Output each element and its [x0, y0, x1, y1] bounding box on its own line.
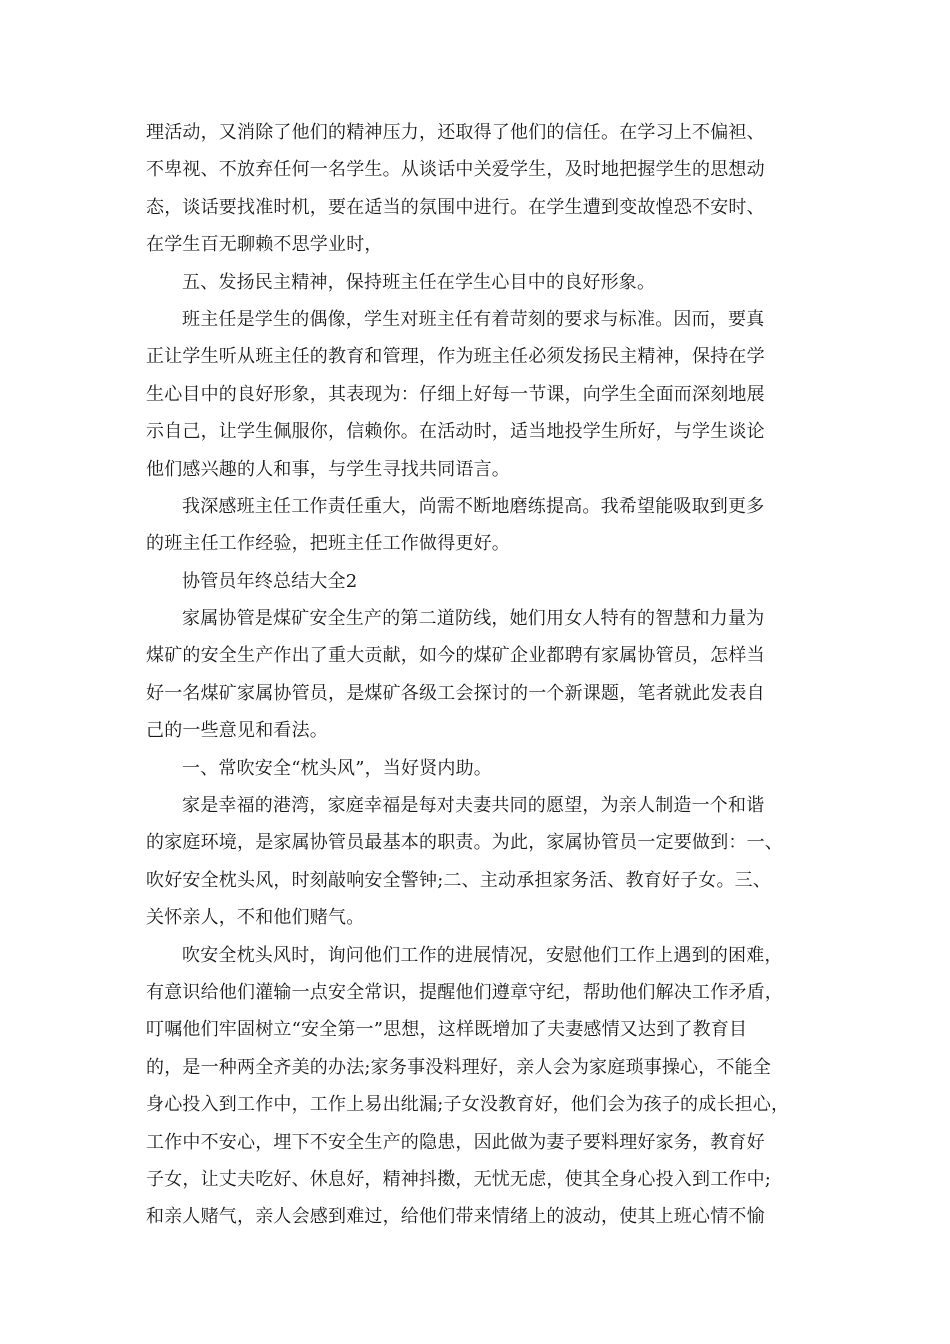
text-line: 家是幸福的港湾，家庭幸福是每对夫妻共同的愿望，为亲人制造一个和谐: [182, 795, 765, 817]
text-line: 正让学生听从班主任的教育和管理，作为班主任必须发扬民主精神，保持在学: [146, 346, 765, 368]
text-line: 示自己，让学生佩服你，信赖你。在活动时，适当地投学生所好，与学生谈论: [146, 421, 765, 443]
text-line: 理活动，又消除了他们的精神压力，还取得了他们的信任。在学习上不偏袒、: [146, 122, 765, 143]
text-line: 五、发扬民主精神，保持班主任在学生心目中的良好形象。: [182, 271, 656, 293]
text-line: 煤矿的安全生产作出了重大贡献，如今的煤矿企业都聘有家属协管员，怎样当: [146, 645, 765, 667]
text-line: 我深感班主任工作责任重大，尚需不断地磨练提高。我希望能吸取到更多: [182, 495, 765, 517]
text-line: 吹安全枕头风时，询问他们工作的进展情况，安慰他们工作上遇到的困难，: [182, 944, 783, 966]
text-line: 家属协管是煤矿安全生产的第二道防线，她们用女人特有的智慧和力量为: [182, 608, 765, 630]
text-line: 生心目中的良好形象，其表现为：仔细上好每一节课，向学生全面而深刻地展: [146, 383, 765, 405]
text-line: 和亲人赌气，亲人会感到难过，给他们带来情绪上的波动，使其上班心情不愉: [146, 1206, 765, 1228]
text-line: 的家庭环境，是家属协管员最基本的职责。为此，家属协管员一定要做到：一、: [146, 832, 783, 854]
text-line: 协管员年终总结大全2: [182, 570, 358, 592]
document-body-text: [146, 114, 806, 1236]
text-line: 他们感兴趣的人和事，与学生寻找共同语言。: [146, 458, 510, 480]
text-line: 的班主任工作经验，把班主任工作做得更好。: [146, 533, 510, 555]
text-line: 关怀亲人，不和他们赌气。: [146, 907, 365, 929]
text-line: 叮嘱他们牢固树立“安全第一”思想，这样既增加了夫妻感情又达到了教育目: [146, 1019, 748, 1041]
text-line: 一、常吹安全“枕头风”，当好贤内助。: [182, 757, 493, 779]
text-line: 己的一些意见和看法。: [146, 720, 328, 742]
text-line: 吹好安全枕头风，时刻敲响安全警钟;二、主动承担家务活、教育好子女。三、: [146, 869, 772, 891]
text-line: 有意识给他们灌输一点安全常识，提醒他们遵章守纪，帮助他们解决工作矛盾，: [146, 981, 783, 1003]
text-line: 子女，让丈夫吃好、休息好，精神抖擞，无忧无虑，使其全身心投入到工作中;: [146, 1168, 772, 1190]
text-line: 在学生百无聊赖不思学业时，: [146, 234, 383, 256]
text-line: 的，是一种两全齐美的办法;家务事没料理好，亲人会为家庭琐事操心，不能全: [146, 1056, 772, 1078]
text-line: 不卑视、不放弃任何一名学生。从谈话中关爱学生，及时地把握学生的思想动: [146, 159, 765, 181]
text-line: 工作中不安心，埋下不安全生产的隐患，因此做为妻子要料理好家务，教育好: [146, 1131, 765, 1153]
text-line: 身心投入到工作中，工作上易出纰漏;子女没教育好，他们会为孩子的成长担心，: [146, 1094, 790, 1116]
text-line: 好一名煤矿家属协管员，是煤矿各级工会探讨的一个新课题，笔者就此发表自: [146, 682, 765, 704]
text-line: 班主任是学生的偶像，学生对班主任有着苛刻的要求与标准。因而，要真: [182, 308, 765, 330]
text-line: 态，谈话要找准时机，要在适当的氛围中进行。在学生遭到变故惶恐不安时、: [146, 196, 765, 218]
